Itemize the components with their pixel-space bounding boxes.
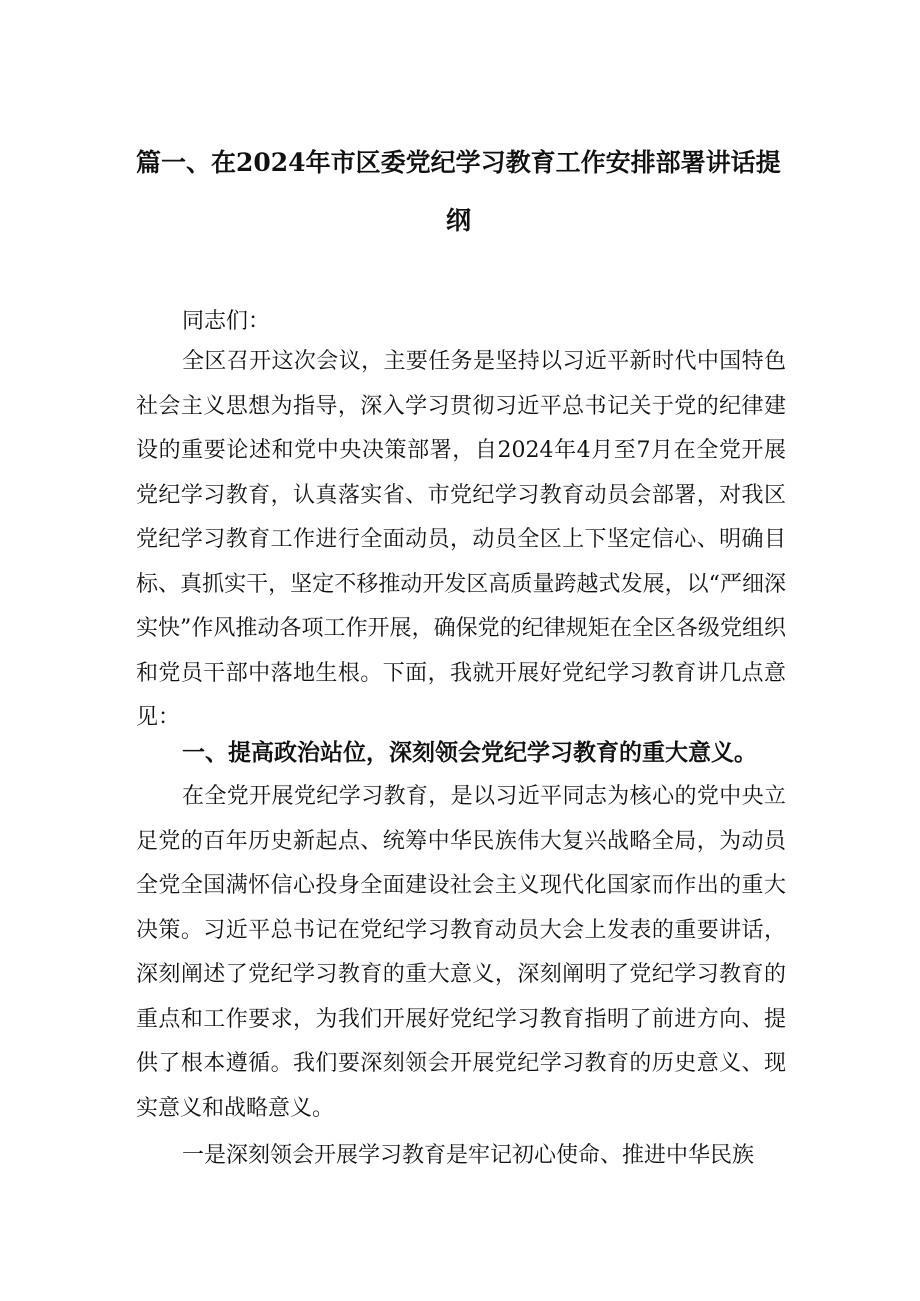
paragraph-2: 在全党开展党纪学习教育，是以习近平同志为核心的党中央立足党的百年历史新起点、统筹中华民族伟大复兴战略全局，为动员全党全国满怀信心投身全面建设社会主义现代化国家而作出的重大决策。习近平总书记在党纪学习教育动员大会上发表的重要讲话，深刻阐述了党纪学习教育的重大意义，深刻阐明了党纪学习教育的重点和工作要求，为我们开展好党纪学习教育指明了前进方向、提供了根本遵循。我们要深刻领会开展党纪学习教育的历史意义、现实意义和战略意义。 [136,784,786,1121]
document-title-line-2: 纲 [446,206,472,235]
paragraph-3: 一是深刻领会开展学习教育是牢记初心使命、推进中华民族 [182,1143,755,1168]
document-title-line-1: 篇一、在2024年市区委党纪学习教育工作安排部署讲话提 [136,148,781,177]
section-heading-1: 一、提高政治站位，深刻领会党纪学习教育的重大意义。 [182,740,757,766]
paragraph-1: 全区召开这次会议，主要任务是坚持以习近平新时代中国特色社会主义思想为指导，深入学习贯彻习近平总书记关于党的纪律建设的重要论述和党中央决策部署，自2024年4月至7月在全党开展党纪学习教育，认真落实省、市党纪学习教育动员会部署，对我区党纪学习教育工作进行全面动员，动员全区上下坚定信心、明确目标、真抓实干，坚定不移推动开发区高质量跨越式发展，以“严细深实快”作风推动各项工作开展，确保党的纪律规矩在全区各级党组织和党员干部中落地生根。下面，我就开展好党纪学习教育讲几点意见： [136,349,786,730]
greeting: 同志们： [182,309,271,334]
